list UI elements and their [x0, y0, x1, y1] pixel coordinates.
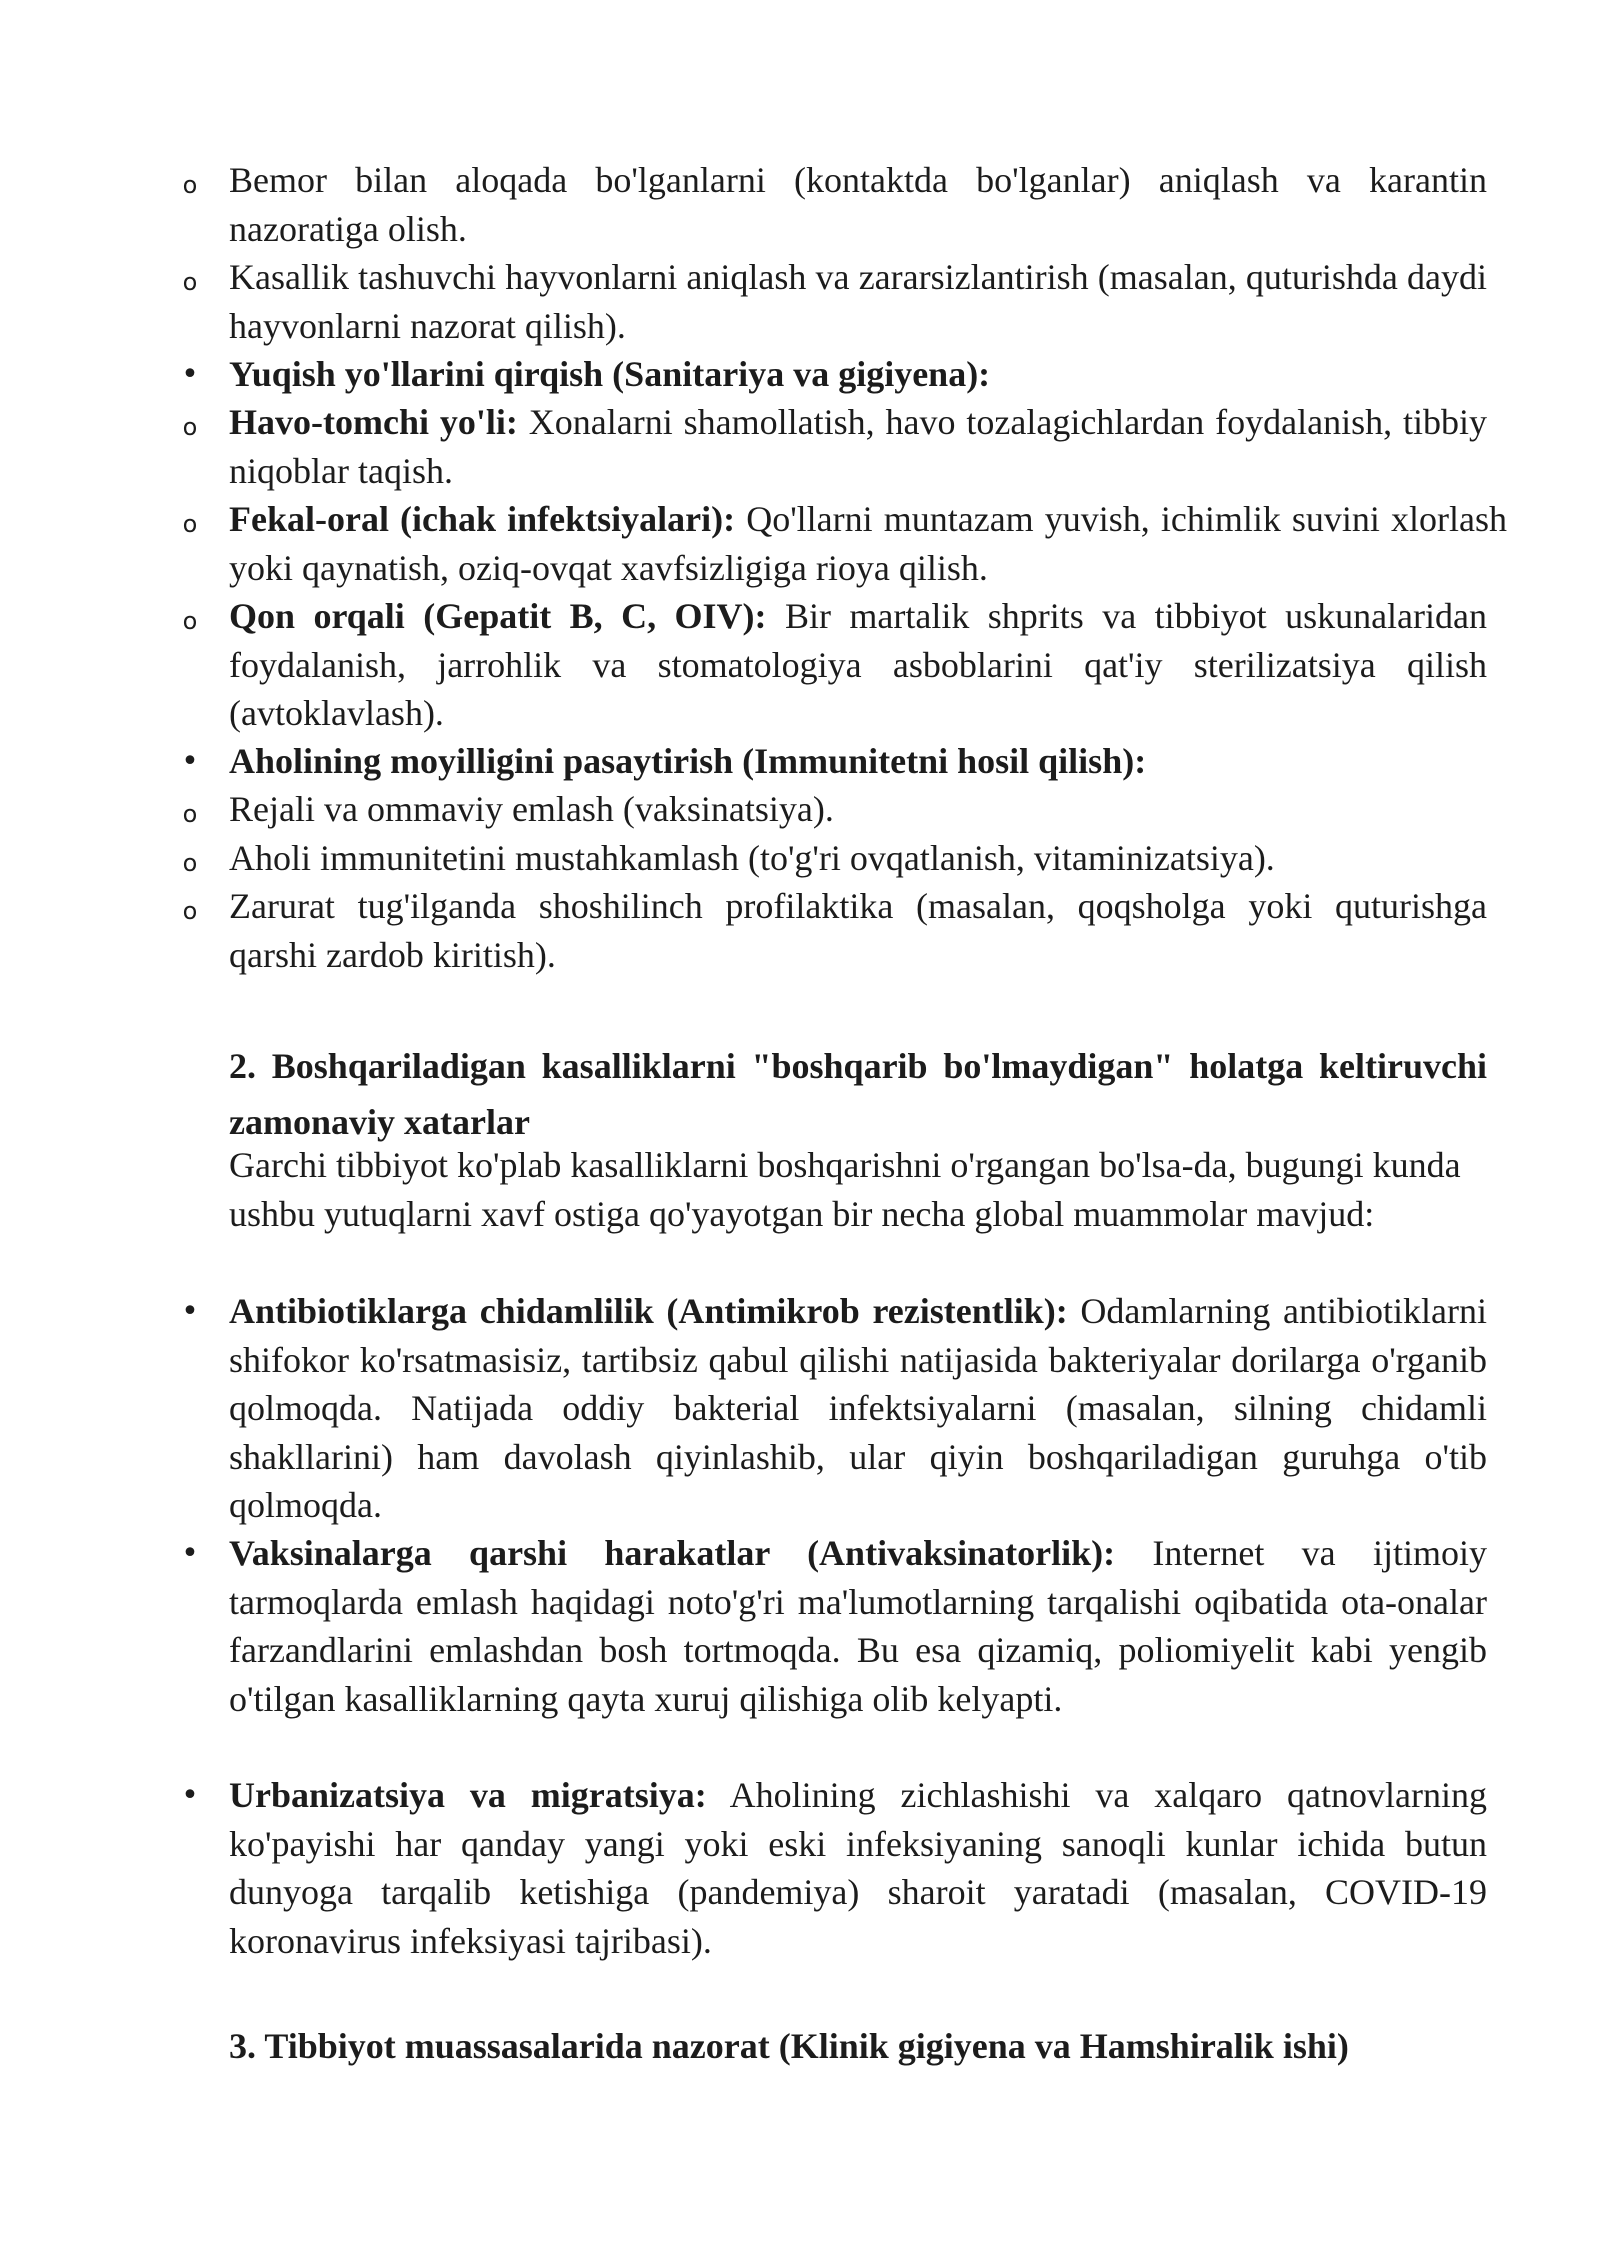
list-item: [181, 1287, 1487, 1530]
list-item-body: Bemor bilan aloqada bo'lganlarni (kontaktda bo'lganlar) aniqlash va karantin nazoratiga olish.: [229, 160, 1487, 249]
list-item-body: Aholi immunitetini mustahkamlash (to'g'ri ovqatlanish, vitaminizatsiya).: [229, 838, 1275, 878]
bullet-marker: •: [181, 1778, 199, 1813]
section-2-heading: 2. Boshqariladigan kasalliklarni "boshqarib bo'lmaydigan" holatga keltiruvchi zamonaviy xatarlar: [229, 1046, 1487, 1142]
sub-bullet-marker: o: [182, 800, 198, 828]
list-item-text: [229, 592, 1487, 738]
sub-bullet-marker: o: [182, 849, 198, 877]
section-heading: [229, 1038, 1487, 1150]
list-item-body: Rejali va ommaviy emlash (vaksinatsiya).: [229, 789, 834, 829]
list-item-text: [229, 253, 1487, 350]
list-item-bold: Urbanizatsiya va migratsiya:: [229, 1775, 707, 1815]
list-item: [182, 882, 1487, 979]
list-item-bold: Fekal-oral (ichak infektsiyalari):: [229, 499, 736, 539]
list-item: [182, 253, 1487, 350]
list-item-bold: Vaksinalarga qarshi harakatlar (Antivaksinatorlik):: [229, 1533, 1116, 1573]
list-item: [181, 1771, 1488, 1965]
bullet-marker: •: [181, 1536, 199, 1571]
sub-bullet-marker: o: [182, 897, 198, 925]
list-item-body: Zarurat tug'ilganda shoshilinch profilaktika (masalan, qoqsholga yoki quturishga qarshi zardob kiritish).: [229, 886, 1487, 975]
sub-bullet-marker: o: [182, 607, 198, 635]
list-item: [181, 737, 1487, 786]
list-item-text: [229, 156, 1487, 253]
list-item-text: [229, 350, 1487, 399]
sub-bullet-marker: o: [182, 510, 198, 538]
list-item: [182, 834, 1487, 883]
list-item: [182, 156, 1487, 253]
list-item: [182, 592, 1488, 738]
list-item-text: [229, 785, 1487, 834]
section-2-intro: Garchi tibbiyot ko'plab kasalliklarni boshqarishni o'rgangan bo'lsa-da, bugungi kunda ushbu yutuqlarni xavf ostiga qo'yayotgan bir necha global muammolar mavjud:: [229, 1145, 1461, 1234]
list-item: [182, 495, 1507, 592]
list-item-body: Odamlarning antibiotiklarni shifokor ko'rsatmasisiz, tartibsiz qabul qilishi natijasida bakteriyalar dorilarga o'rganib qolmoqda. Natijada oddiy bakterial infektsiyalarni (masalan, silning chidamli shakllarini) ham davolash qiyinlashib, ular qiyin boshqariladigan guruhga o'tib qolmoqda.: [229, 1291, 1487, 1525]
bullet-marker: •: [181, 744, 199, 779]
list-item-bold: Qon orqali (Gepatit B, C, OIV):: [229, 596, 767, 636]
section-heading: [229, 2022, 1529, 2071]
list-item-body: Kasallik tashuvchi hayvonlarni aniqlash va zararsizlantirish (masalan, quturishda daydi hayvonlarni nazorat qilish).: [229, 257, 1487, 346]
list-item: [182, 398, 1488, 495]
list-item-text: [229, 1287, 1487, 1530]
list-item-bold: Antibiotiklarga chidamlilik (Antimikrob rezistentlik):: [229, 1291, 1068, 1331]
list-item-text: [229, 737, 1487, 786]
list-item-body: Aholining zichlashishi va xalqaro qatnovlarning ko'payishi har qanday yangi yoki eski infeksiyaning sanoqli kunlar ichida butun dunyoga tarqalib ketishiga (pandemiya) sharoit yaratadi (masalan, COVID-19 koronavirus infeksiyasi tajribasi).: [229, 1775, 1488, 1961]
list-item: [181, 1529, 1487, 1723]
list-item-body: Bir martalik shprits va tibbiyot uskunalaridan foydalanish, jarrohlik va stomatologiya asboblarini qat'iy sterilizatsiya qilish (avtoklavlash).: [229, 596, 1488, 733]
sub-bullet-marker: o: [182, 413, 198, 441]
list-item-bold: Yuqish yo'llarini qirqish (Sanitariya va gigiyena):: [229, 354, 991, 394]
sub-bullet-marker: o: [182, 268, 198, 296]
list-item-text: [229, 398, 1487, 495]
list-item-text: [229, 1771, 1487, 1965]
list-item: [181, 350, 1487, 399]
section-3-heading: 3. Tibbiyot muassasalarida nazorat (Klinik gigiyena va Hamshiralik ishi): [229, 2026, 1349, 2066]
list-item-text: [229, 834, 1487, 883]
list-item-bold: Aholining moyilligini pasaytirish (Immunitetni hosil qilish):: [229, 741, 1147, 781]
list-item-body: Qo'llarni muntazam yuvish, ichimlik suvini xlorlash yoki qaynatish, oziq-ovqat xavfsizligiga rioya qilish.: [229, 499, 1507, 588]
list-item-text: [229, 495, 1507, 592]
sub-bullet-marker: o: [182, 171, 198, 199]
list-item-text: [229, 882, 1487, 979]
bullet-marker: •: [181, 1294, 199, 1329]
bullet-marker: •: [181, 357, 199, 392]
list-item-body: Internet va ijtimoiy tarmoqlarda emlash haqidagi noto'g'ri ma'lumotlarning tarqalishi oqibatida ota-onalar farzandlarini emlashdan bosh tortmoqda. Bu esa qizamiq, poliomiyelit kabi yengib o'tilgan kasalliklarning qayta xuruj qilishiga olib kelyapti.: [229, 1533, 1487, 1719]
list-item-body: Xonalarni shamollatish, havo tozalagichlardan foydalanish, tibbiy niqoblar taqish.: [229, 402, 1488, 491]
section-intro: [229, 1141, 1487, 1238]
list-item: [182, 785, 1487, 834]
list-item-text: [229, 1529, 1487, 1723]
list-item-bold: Havo-tomchi yo'li:: [229, 402, 518, 442]
